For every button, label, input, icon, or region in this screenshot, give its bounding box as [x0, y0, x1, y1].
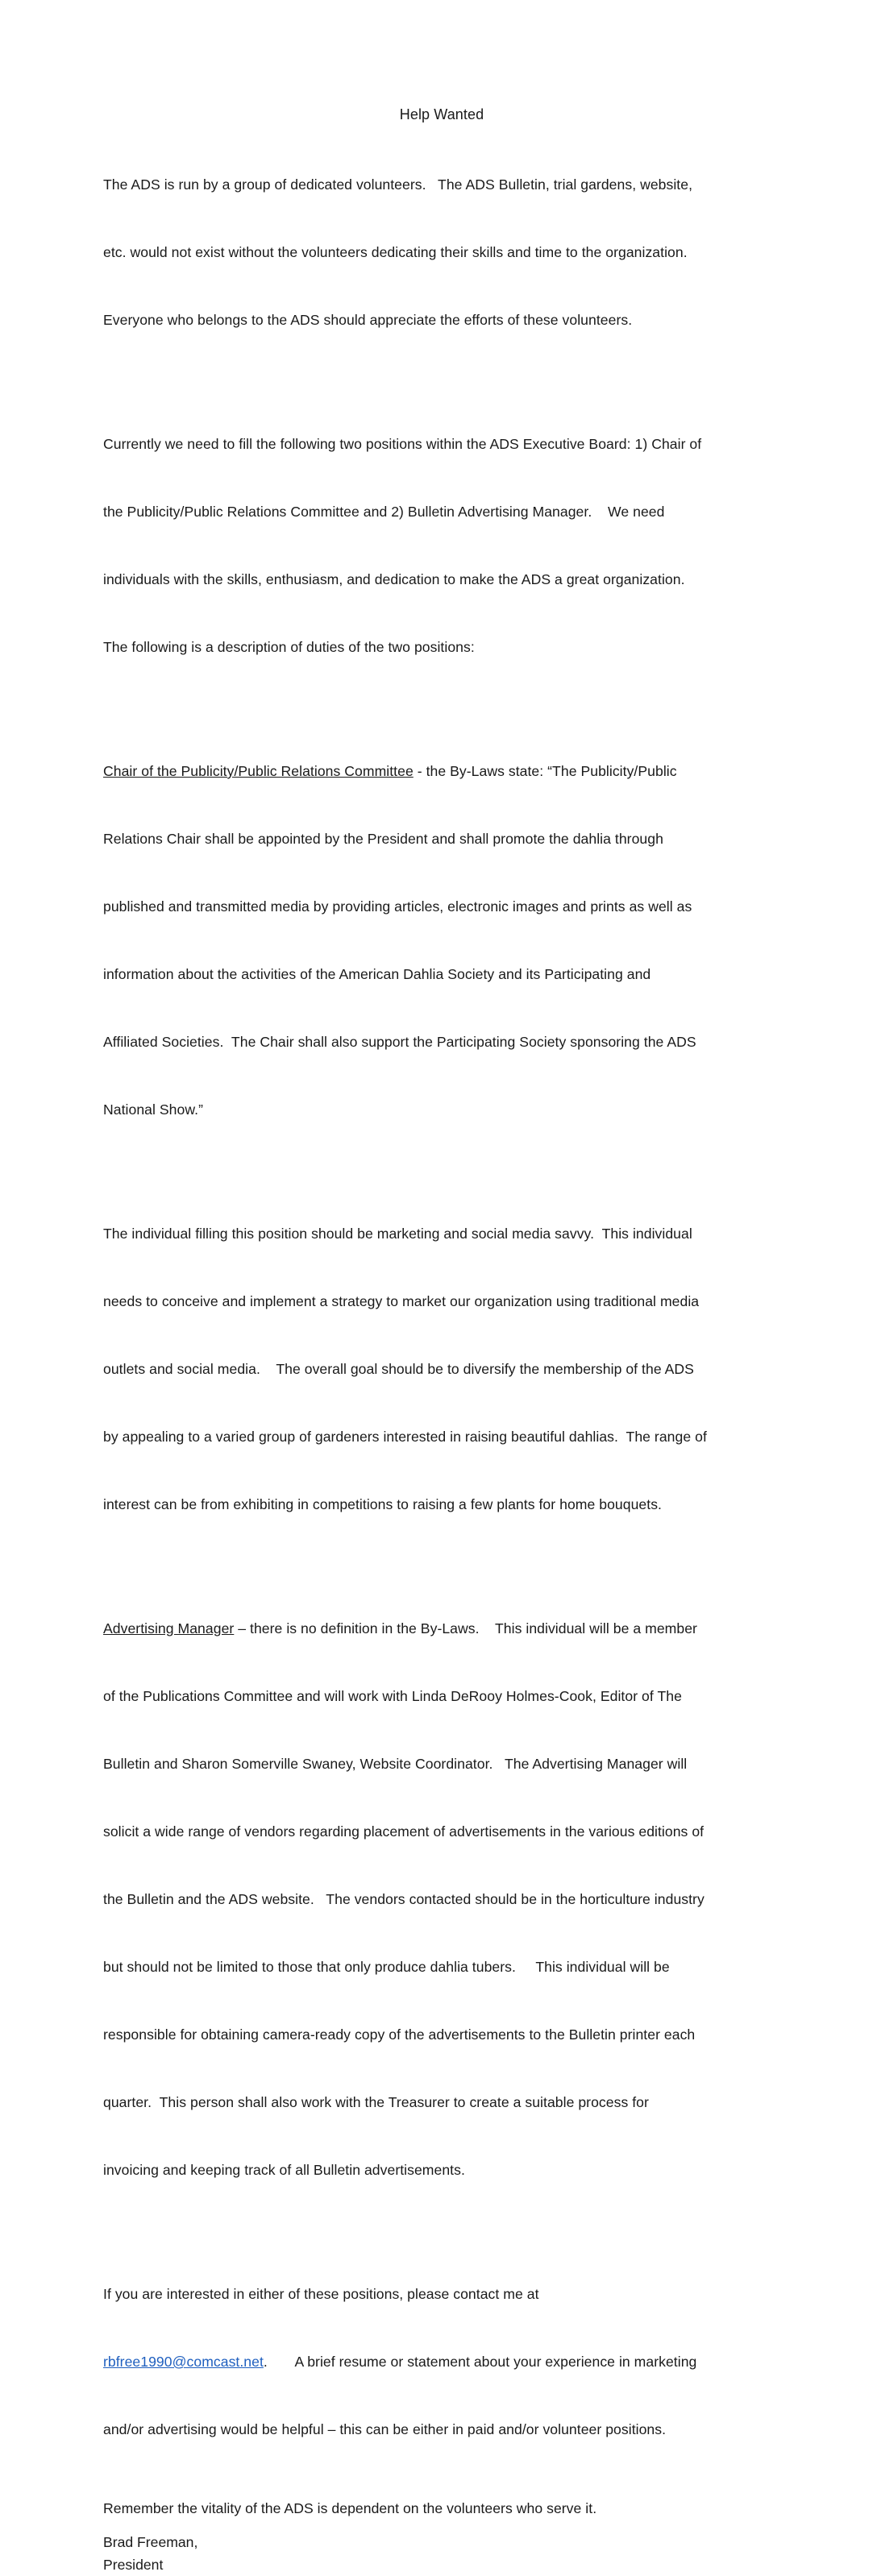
- email-link[interactable]: rbfree1990@comcast.net: [103, 2354, 264, 2370]
- positions-line: Currently we need to fill the following two positions within the ADS Executive Board: 1) Chair of: [103, 436, 702, 452]
- advertising-first-line-rest: – there is no definition in the By-Laws. This individual will be a member: [234, 1620, 697, 1636]
- signature-role: President: [103, 2557, 164, 2573]
- chair-line: Affiliated Societies. The Chair shall also support the Participating Society sponsoring the ADS: [103, 1034, 696, 1050]
- contact-line: If you are interested in either of these positions, please contact me at: [103, 2286, 539, 2302]
- contact-line: and/or advertising would be helpful – this can be either in paid and/or volunteer positions.: [103, 2421, 667, 2437]
- chair-details-line: needs to conceive and implement a strategy to market our organization using traditional media: [103, 1293, 700, 1309]
- advertising-section-heading: Advertising Manager: [103, 1620, 235, 1636]
- advertising-section-paragraph: [103, 1572, 780, 2226]
- chair-line: information about the activities of the American Dahlia Society and its Participating and: [103, 966, 651, 982]
- positions-intro-paragraph: [103, 388, 780, 703]
- advertising-line: quarter. This person shall also work with the Treasurer to create a suitable process for: [103, 2094, 649, 2110]
- contact-line-rest: . A brief resume or statement about your experience in marketing: [263, 2354, 697, 2370]
- chair-first-line-rest: - the By-Laws state: “The Publicity/Public: [413, 763, 677, 779]
- intro-paragraph: [103, 128, 780, 376]
- positions-line: the Publicity/Public Relations Committee and 2) Bulletin Advertising Manager. We need: [103, 504, 665, 520]
- advertising-line: but should not be limited to those that only produce dahlia tubers. This individual will be: [103, 1959, 670, 1975]
- intro-line: etc. would not exist without the volunteers dedicating their skills and time to the organization.: [103, 244, 688, 260]
- chair-line: Relations Chair shall be appointed by the President and shall promote the dahlia through: [103, 831, 663, 847]
- chair-details-line: interest can be from exhibiting in competitions to raising a few plants for home bouquets.: [103, 1496, 662, 1512]
- chair-line: National Show.”: [103, 1101, 203, 1118]
- signature-block: [103, 2531, 780, 2576]
- contact-paragraph: [103, 2238, 780, 2486]
- intro-line: Everyone who belongs to the ADS should appreciate the efforts of these volunteers.: [103, 312, 633, 328]
- positions-line: The following is a description of duties of the two positions:: [103, 639, 475, 655]
- chair-first-line: [103, 760, 780, 782]
- document-title: Help Wanted: [399, 106, 484, 122]
- chair-details-paragraph: [103, 1177, 780, 1561]
- chair-details-line: by appealing to a varied group of gardeners interested in raising beautiful dahlias. The range of: [103, 1429, 707, 1445]
- advertising-line: solicit a wide range of vendors regarding placement of advertisements in the various editions of: [103, 1823, 705, 1840]
- document-page: [103, 103, 780, 2576]
- chair-line: published and transmitted media by providing articles, electronic images and prints as well as: [103, 898, 692, 915]
- signature-name: Brad Freeman,: [103, 2534, 198, 2550]
- contact-email-line: [103, 2350, 780, 2373]
- chair-section-heading: Chair of the Publicity/Public Relations Committee: [103, 763, 414, 779]
- advertising-line: of the Publications Committee and will work with Linda DeRooy Holmes-Cook, Editor of The: [103, 1688, 682, 1704]
- chair-section-paragraph: [103, 715, 780, 1166]
- chair-details-line: The individual filling this position should be marketing and social media savvy. This individual: [103, 1226, 692, 1242]
- positions-line: individuals with the skills, enthusiasm, and dedication to make the ADS a great organization.: [103, 571, 685, 587]
- advertising-first-line: [103, 1617, 780, 1640]
- advertising-line: responsible for obtaining camera-ready copy of the advertisements to the Bulletin printer each: [103, 2026, 696, 2043]
- advertising-line: Bulletin and Sharon Somerville Swaney, Website Coordinator. The Advertising Manager will: [103, 1756, 688, 1772]
- intro-line: The ADS is run by a group of dedicated volunteers. The ADS Bulletin, trial gardens, website,: [103, 176, 693, 193]
- advertising-line: invoicing and keeping track of all Bulletin advertisements.: [103, 2162, 465, 2178]
- closing-paragraph: Remember the vitality of the ADS is dependent on the volunteers who serve it.: [103, 2500, 597, 2516]
- chair-details-line: outlets and social media. The overall goal should be to diversify the membership of the ADS: [103, 1361, 694, 1377]
- advertising-line: the Bulletin and the ADS website. The vendors contacted should be in the horticulture industry: [103, 1891, 705, 1907]
